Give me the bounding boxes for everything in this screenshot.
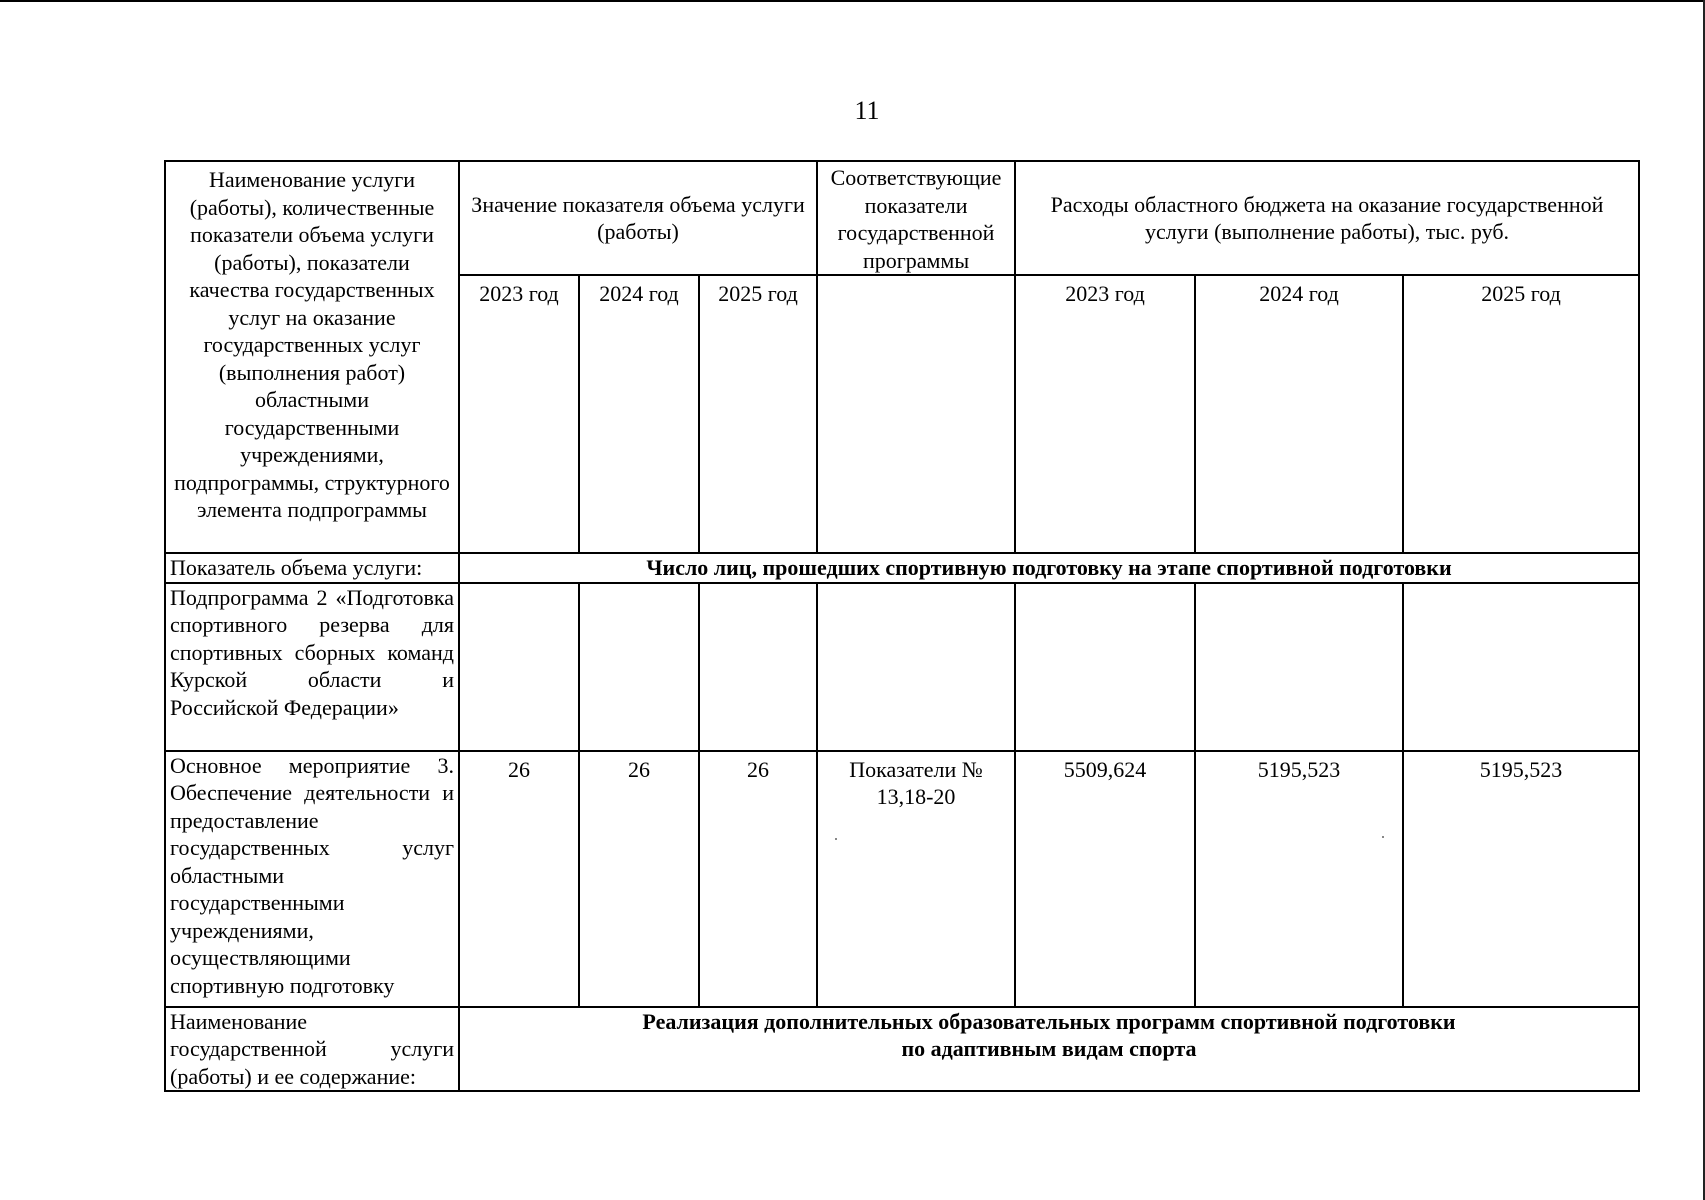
program-blank-cell <box>817 275 1015 553</box>
main-activity-row <box>165 751 1639 1007</box>
header-expenses-group: Расходы областного бюджета на оказание государственной услуги (выполнение работы), тыс. руб. <box>1015 161 1639 275</box>
volume-value-2023: 26 <box>459 751 579 1007</box>
header-program-indicators: Соответствующие показатели государственной программы <box>817 161 1015 275</box>
empty-cell <box>1195 583 1403 751</box>
header-name-column: Наименование услуги (работы), количественные показатели объема услуги (работы), показатели качества государственных услуг на оказание государственных услуг (выполнения работ) областными государственными учреждениями, подпрограммы, структурного элемента подпрограммы <box>165 161 459 553</box>
service-name-row <box>165 1007 1639 1092</box>
empty-cell <box>1015 583 1195 751</box>
volume-year-2024: 2024 год <box>579 275 699 553</box>
empty-cell <box>579 583 699 751</box>
header-volume-group: Значение показателя объема услуги (работы) <box>459 161 817 275</box>
expense-value-2025: 5195,523 <box>1403 751 1639 1007</box>
empty-cell <box>817 583 1015 751</box>
scan-speck <box>1382 836 1384 838</box>
service-name-line-2: по адаптивным видам спорта <box>901 1036 1197 1061</box>
volume-value-2024: 26 <box>579 751 699 1007</box>
service-name-label: Наименование государственной услуги (работы) и ее содержание: <box>165 1007 459 1092</box>
expense-value-2024: 5195,523 <box>1195 751 1403 1007</box>
expense-value-2023: 5509,624 <box>1015 751 1195 1007</box>
volume-indicator-row <box>165 553 1639 583</box>
expense-year-2024: 2024 год <box>1195 275 1403 553</box>
budget-table <box>164 160 1640 1092</box>
empty-cell <box>699 583 817 751</box>
expense-year-2025: 2025 год <box>1403 275 1639 553</box>
volume-year-2025: 2025 год <box>699 275 817 553</box>
service-name-value <box>459 1007 1639 1092</box>
volume-indicator-value: Число лиц, прошедших спортивную подготовку на этапе спортивной подготовки <box>459 553 1639 583</box>
empty-cell <box>1403 583 1639 751</box>
subprogram-row <box>165 583 1639 751</box>
volume-indicator-label: Показатель объема услуги: <box>165 553 459 583</box>
volume-year-2023: 2023 год <box>459 275 579 553</box>
expense-year-2023: 2023 год <box>1015 275 1195 553</box>
subprogram-label: Подпрограмма 2 «Подготовка спортивного резерва для спортивных сборных команд Курской области и Российской Федерации» <box>165 583 459 751</box>
main-activity-label: Основное мероприятие 3. Обеспечение деятельности и предоставление государственных услуг областными государственными учреждениями, осуществляющими спортивную подготовку <box>165 751 459 1007</box>
volume-value-2025: 26 <box>699 751 817 1007</box>
program-indicators-value: Показатели № 13,18-20 <box>817 751 1015 1007</box>
scan-speck <box>835 838 837 840</box>
service-name-line-1: Реализация дополнительных образовательных программ спортивной подготовки <box>642 1008 1456 1034</box>
header-row-1 <box>165 161 1639 275</box>
empty-cell <box>459 583 579 751</box>
scan-top-edge <box>0 0 1705 2</box>
page-number: 11 <box>854 96 880 125</box>
